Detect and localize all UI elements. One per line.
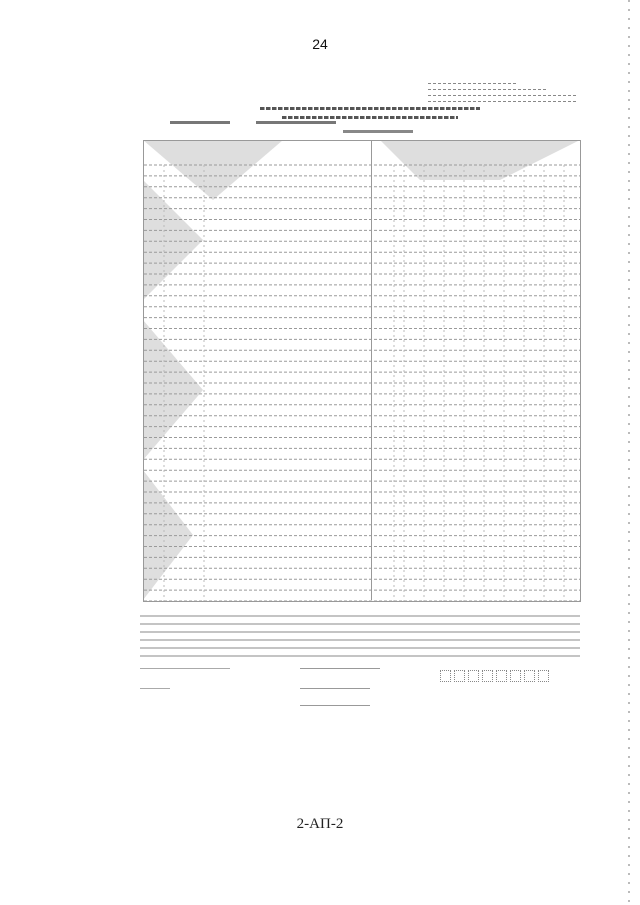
signature-line (300, 668, 380, 669)
signature-line (300, 688, 370, 689)
table-column-divider (371, 140, 372, 600)
form-code: 2-АП-2 (296, 816, 344, 832)
form-subheader (343, 130, 413, 133)
notes-lines (0, 610, 640, 670)
signature-line (300, 705, 370, 706)
page-number: 24 (312, 36, 328, 52)
signature-label-illegible (140, 668, 230, 669)
date-cells (440, 670, 549, 682)
form-table (143, 140, 581, 602)
signature-label-illegible (140, 688, 170, 689)
form-table-lines (144, 141, 580, 601)
form-header-row (170, 121, 370, 127)
